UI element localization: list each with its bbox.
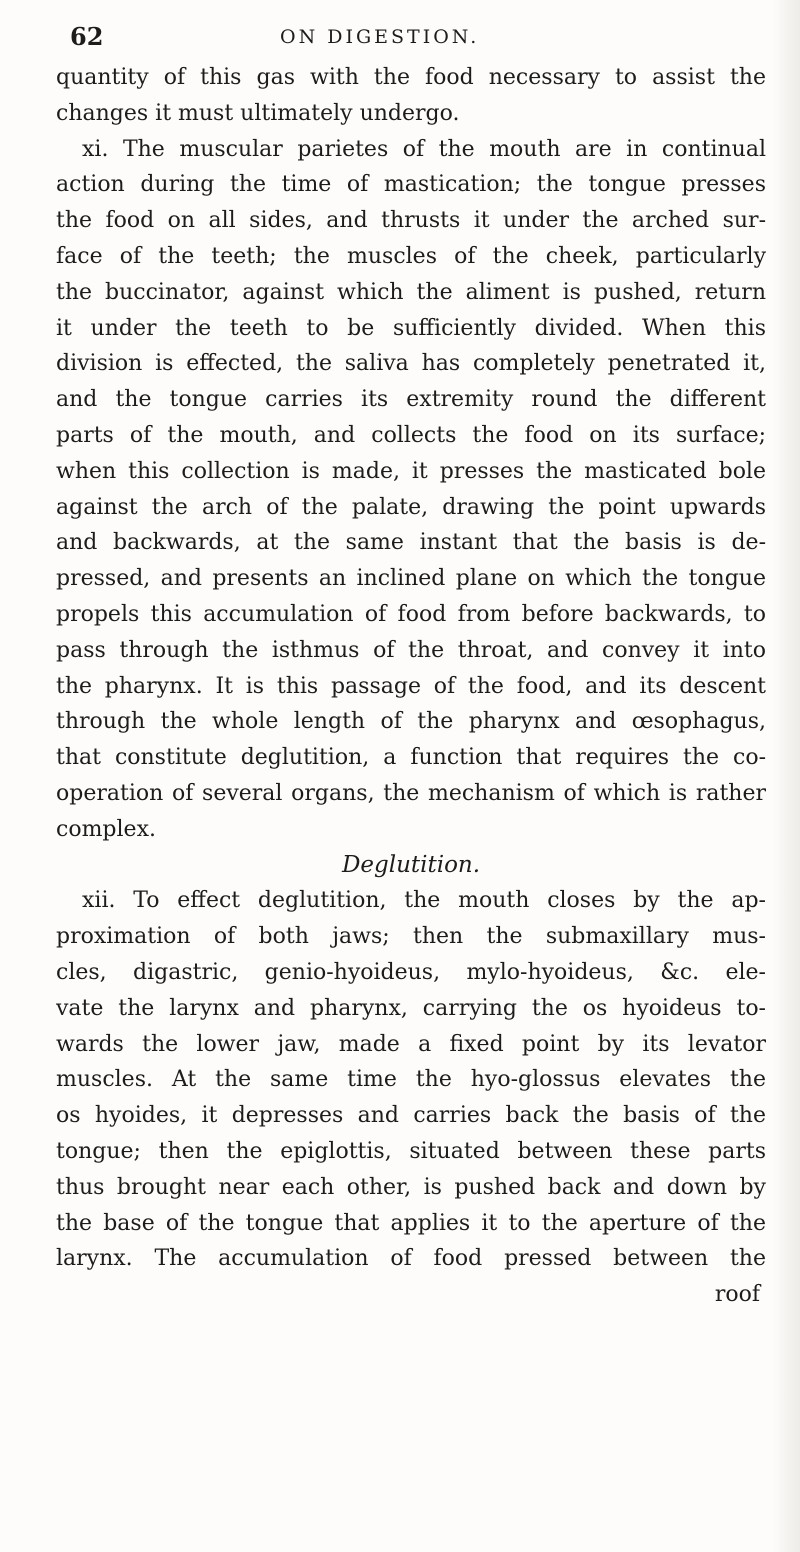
text-line: pass through the isthmus of the throat, and convey it into [56, 637, 766, 663]
catchword: roof [714, 1282, 760, 1308]
text-line: when this collection is made, it presses the masticated bole [56, 458, 766, 484]
running-head [70, 22, 760, 62]
section-heading: Deglutition. [341, 851, 481, 878]
text-line: proximation of both jaws; then the submaxillary mus- [56, 924, 766, 950]
page-edge-shadow [772, 0, 800, 1552]
text-line: against the arch of the palate, drawing the point upwards [56, 494, 766, 520]
text-line: larynx. The accumulation of food pressed between the [56, 1246, 766, 1272]
text-line: muscles. At the same time the hyo-glossus elevates the [56, 1067, 766, 1093]
text-line: the food on all sides, and thrusts it under the arched sur- [56, 208, 766, 234]
text-line: changes it must ultimately undergo. [56, 100, 460, 126]
page-number: 62 [70, 22, 104, 51]
text-line: parts of the mouth, and collects the food on its surface; [56, 422, 766, 448]
text-line: thus brought near each other, is pushed back and down by [56, 1174, 766, 1200]
text-line: propels this accumulation of food from before backwards, to [56, 601, 766, 627]
text-line: the base of the tongue that applies it to the aperture of the [56, 1210, 766, 1236]
text-line: os hyoides, it depresses and carries back the basis of the [56, 1103, 766, 1129]
text-line: and backwards, at the same instant that the basis is de- [56, 530, 766, 556]
text-line: through the whole length of the pharynx and œsophagus, [56, 709, 766, 735]
running-header-title: ON DIGESTION. [280, 26, 480, 48]
text-line: quantity of this gas with the food necessary to assist the [56, 65, 766, 90]
text-line: wards the lower jaw, made a fixed point by its levator [56, 1031, 766, 1057]
text-line: vate the larynx and pharynx, carrying the os hyoideus to- [56, 995, 766, 1021]
text-line: xii. To effect deglutition, the mouth closes by the ap- [82, 888, 766, 914]
text-line: pressed, and presents an inclined plane on which the tongue [56, 566, 766, 592]
text-line: face of the teeth; the muscles of the cheek, particularly [56, 243, 766, 269]
text-line: cles, digastric, genio-hyoideus, mylo-hyoideus, &c. ele- [56, 959, 766, 985]
text-line: tongue; then the epiglottis, situated between these parts [56, 1138, 766, 1164]
text-line: the pharynx. It is this passage of the food, and its descent [56, 673, 766, 699]
text-line: complex. [56, 816, 156, 842]
text-line: and the tongue carries its extremity round the different [56, 387, 766, 413]
body-text [56, 60, 766, 1313]
text-line: it under the teeth to be sufficiently divided. When this [56, 315, 766, 341]
text-line: division is effected, the saliva has completely penetrated it, [56, 351, 766, 377]
text-line: the buccinator, against which the aliment is pushed, return [56, 279, 766, 305]
text-line: that constitute deglutition, a function that requires the co- [56, 745, 766, 771]
text-line: operation of several organs, the mechanism of which is rather [56, 780, 766, 806]
text-line: action during the time of mastication; the tongue presses [56, 172, 766, 198]
text-line: xi. The muscular parietes of the mouth are in continual [82, 136, 766, 162]
